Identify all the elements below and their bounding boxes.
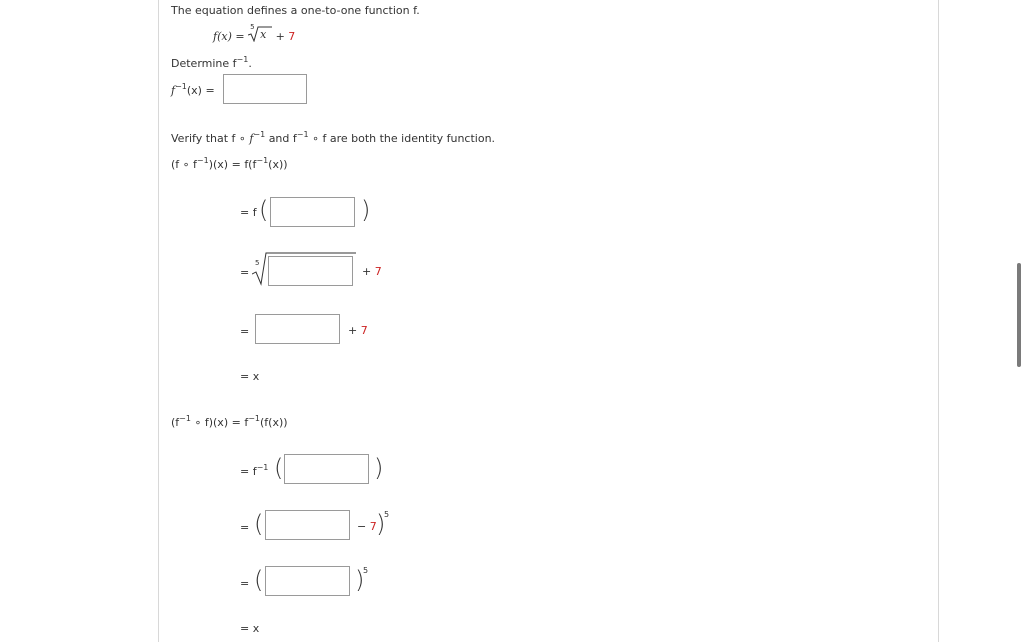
step1-close-paren: ) (361, 196, 371, 224)
step7-input[interactable] (265, 566, 350, 596)
step3-equals: = (240, 325, 250, 338)
step6-minus-seven: − 7 (357, 520, 377, 533)
step3-plus-seven: + 7 (348, 324, 368, 337)
step2-radical-index: 5 (255, 259, 260, 267)
scrollbar[interactable] (1017, 263, 1021, 367)
step7-open-paren: ( (254, 566, 264, 594)
intro-text: The equation defines a one-to-one function f. (171, 4, 420, 17)
composition-1-header: (f ∘ $f^{-1})(x) = f(f^{-1}(x))$ (171, 156, 288, 171)
verify-text: Verify that f ∘ $f^{-1}$ and $f^{-1}$ ∘ f are both the identity function. (171, 130, 496, 145)
step6-equals: = (240, 521, 250, 534)
step1-input[interactable] (270, 197, 355, 227)
step2-equals: = (240, 266, 250, 279)
step1-open-paren: ( (259, 196, 269, 224)
step7-exponent: 5 (363, 566, 369, 575)
step6-close-paren: ) (376, 510, 386, 538)
step7-close-paren: ) (355, 566, 365, 594)
step3-input[interactable] (255, 314, 340, 344)
step5-close-paren: ) (374, 454, 384, 482)
step6-open-paren: ( (254, 510, 264, 538)
determine-text: Determine $f^{-1}$. (171, 55, 252, 70)
step5-open-paren: ( (274, 454, 284, 482)
inverse-label: $f^{-1}(x)$ = (171, 82, 215, 97)
step2-input[interactable] (268, 256, 353, 286)
step5-equals: = $f^{-1}$ (240, 463, 269, 478)
step6-input[interactable] (265, 510, 350, 540)
step7-equals: = (240, 577, 250, 590)
step5-input[interactable] (284, 454, 369, 484)
step1-equals: = f (240, 206, 257, 219)
step2-plus-seven: + 7 (362, 265, 382, 278)
inverse-answer-input[interactable] (223, 74, 307, 104)
function-definition: f(x) = 5 x + 7 (213, 23, 296, 43)
step6-exponent: 5 (384, 510, 390, 519)
step8-result: = x (240, 622, 260, 635)
composition-2-header: ($f^{-1}$ ∘ $f)(x) = f^{-1}(f(x))$ (171, 414, 288, 429)
step4-result: = x (240, 370, 260, 383)
